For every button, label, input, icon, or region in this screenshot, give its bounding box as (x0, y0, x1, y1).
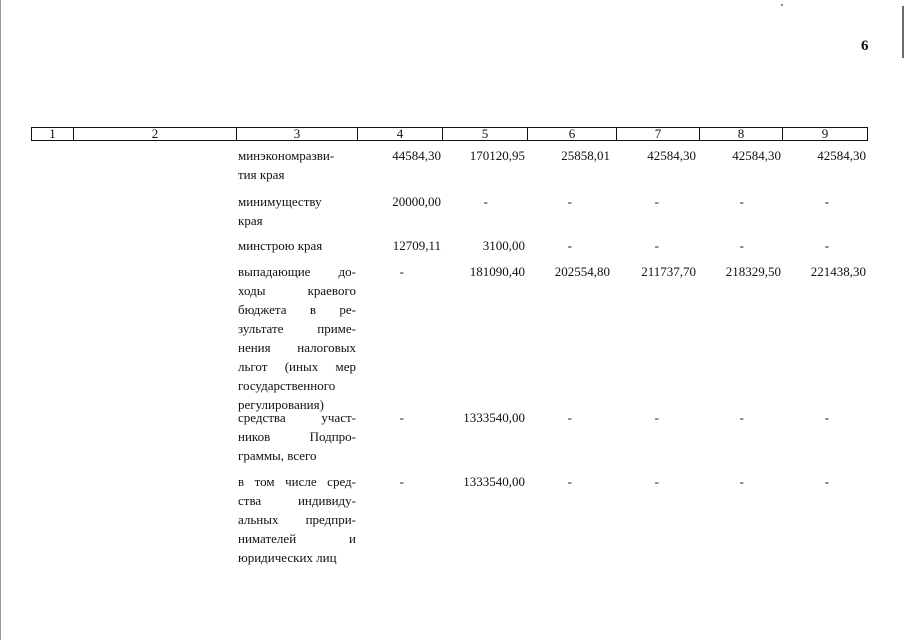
table-cell-col4: - (399, 474, 404, 489)
table-cell-col8: - (739, 194, 744, 209)
table-cell-col9: - (824, 410, 829, 425)
table-cell-col4: 20000,00 (392, 194, 441, 209)
row-description-line: нения налоговых (238, 340, 356, 355)
row-description-line: средства участ- (238, 410, 356, 425)
table-cell-col7: 42584,30 (647, 148, 696, 163)
row-description (238, 262, 356, 414)
row-description (238, 408, 356, 465)
table-cell-col7: 211737,70 (641, 264, 696, 279)
row-description-line: юридических лиц (238, 550, 337, 565)
row-description-line: нимателей и (238, 531, 356, 546)
table-cell-col4: 12709,11 (392, 238, 441, 253)
row-description-line: в том числе сред- (238, 474, 356, 489)
row-description (238, 146, 356, 184)
table-cell-col5: 3100,00 (482, 238, 525, 253)
row-description-line: граммы, всего (238, 448, 317, 463)
table-cell-col8: 218329,50 (725, 264, 781, 279)
table-cell-col6: 25858,01 (561, 148, 610, 163)
scan-speck (781, 4, 783, 6)
column-header-2: 2 (151, 126, 159, 141)
table-cell-col9: - (824, 194, 829, 209)
row-description-line: ников Подпро- (238, 429, 356, 444)
table-cell-col5: 170120,95 (469, 148, 525, 163)
row-description-line: минэкономразви- (238, 148, 335, 163)
table-cell-col9: - (824, 238, 829, 253)
column-header-7: 7 (654, 126, 662, 141)
row-description-line: минстрою края (238, 238, 323, 253)
table-cell-col8: - (739, 238, 744, 253)
row-description-line: ства индивиду- (238, 493, 356, 508)
column-header-9: 9 (821, 126, 829, 141)
table-cell-col5: 1333540,00 (463, 410, 525, 425)
row-description-line: регулирования) (238, 397, 324, 412)
table-cell-col7: - (654, 474, 659, 489)
column-header-8: 8 (737, 126, 745, 141)
scan-edge-right (902, 6, 904, 58)
row-description (238, 472, 356, 567)
column-header-4: 4 (396, 126, 404, 141)
scan-edge-left (0, 0, 1, 640)
row-description-line: края (238, 213, 263, 228)
column-header-5: 5 (481, 126, 489, 141)
table-cell-col9: 42584,30 (817, 148, 866, 163)
table-cell-col5: 181090,40 (469, 264, 525, 279)
table-cell-col7: - (654, 238, 659, 253)
row-description (238, 236, 356, 255)
table-cell-col4: - (399, 264, 404, 279)
column-header-1: 1 (49, 126, 56, 141)
table-cell-col6: - (567, 474, 572, 489)
column-header-3: 3 (293, 126, 301, 141)
table-cell-col5: - (483, 194, 488, 209)
table-cell-col9: - (824, 474, 829, 489)
table-cell-col6: - (567, 238, 572, 253)
table-cell-col9: 221438,30 (810, 264, 866, 279)
row-description-line: бюджета в ре- (238, 302, 356, 317)
table-cell-col4: 44584,30 (392, 148, 441, 163)
column-header-row (31, 127, 868, 141)
column-header-6: 6 (568, 126, 576, 141)
row-description (238, 192, 356, 230)
table-cell-col8: - (739, 410, 744, 425)
row-description-line: ходы краевого (238, 283, 356, 298)
table-cell-col8: - (739, 474, 744, 489)
table-cell-col7: - (654, 410, 659, 425)
row-description-line: выпадающие до- (238, 264, 356, 279)
row-description-line: государственного (238, 378, 336, 393)
page-number: 6 (861, 38, 869, 54)
table-cell-col5: 1333540,00 (463, 474, 525, 489)
table-cell-col8: 42584,30 (732, 148, 781, 163)
table-cell-col7: - (654, 194, 659, 209)
row-description-line: зультате приме- (238, 321, 356, 336)
table-cell-col6: - (567, 410, 572, 425)
table-cell-col6: - (567, 194, 572, 209)
row-description-line: льгот (иных мер (238, 359, 356, 374)
table-cell-col4: - (399, 410, 404, 425)
row-description-line: альных предпри- (238, 512, 356, 527)
table-cell-col6: 202554,80 (554, 264, 610, 279)
row-description-line: минимуществу (238, 194, 322, 209)
row-description-line: тия края (238, 167, 285, 182)
